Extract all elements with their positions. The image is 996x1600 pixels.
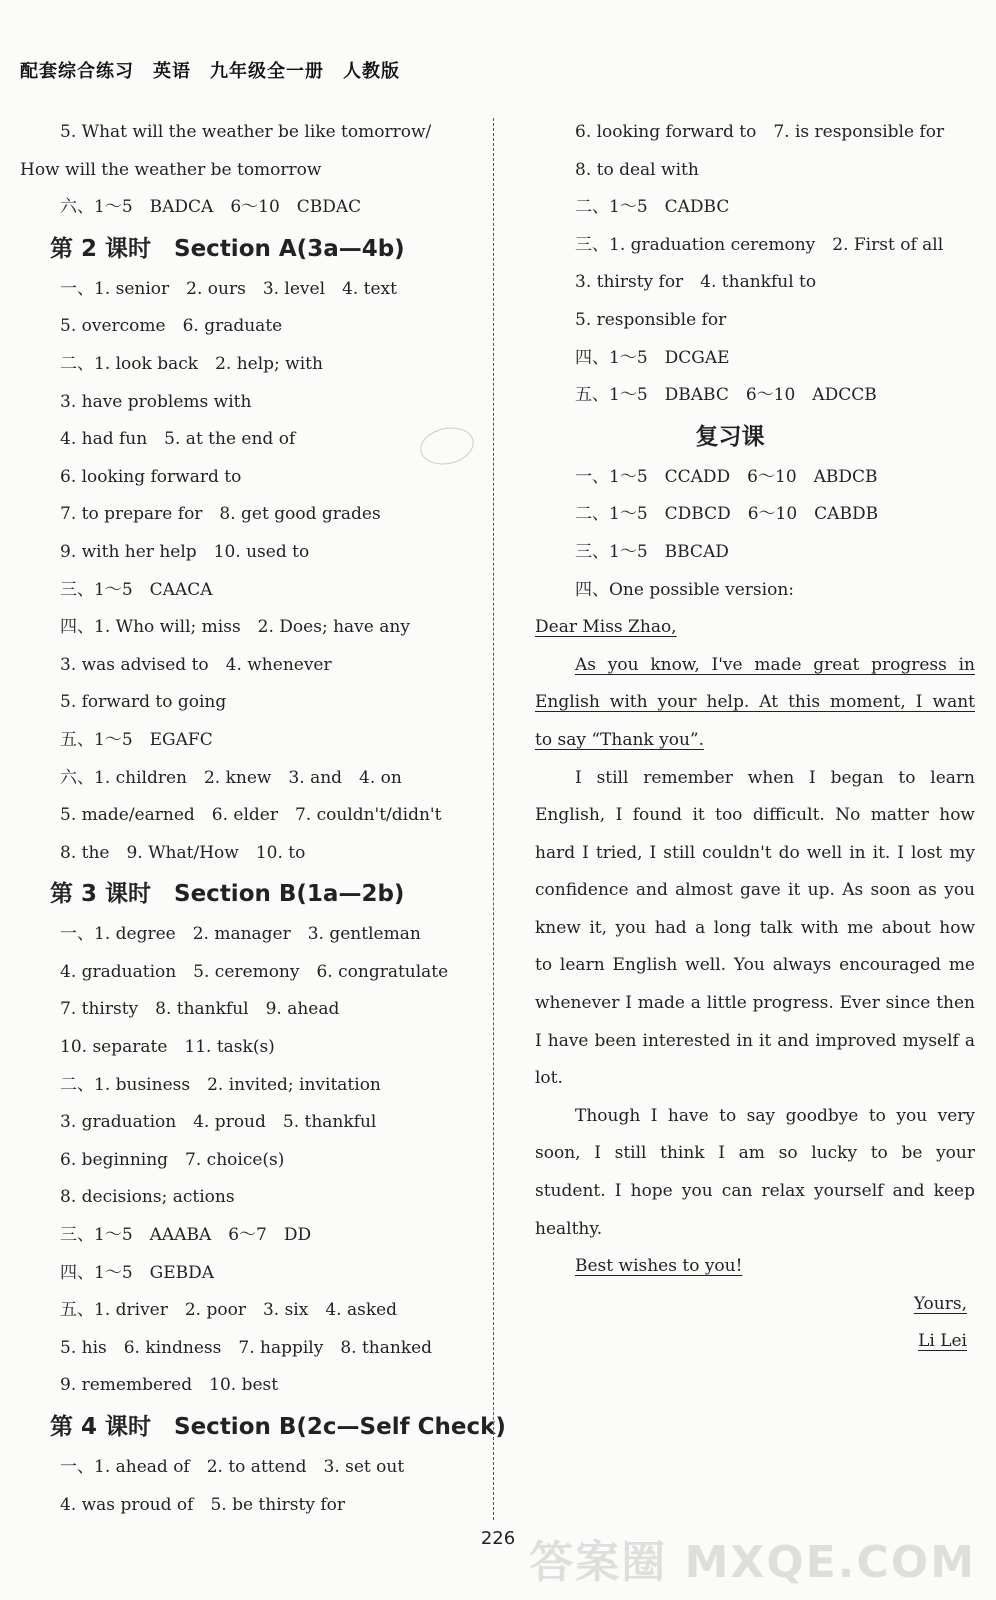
- page-header: 配套综合练习 英语 九年级全一册 人教版: [20, 61, 400, 82]
- answer-line: 5. made/earned 6. elder 7. couldn't/didn't: [60, 805, 442, 826]
- letter-line: [535, 647, 975, 685]
- sample-letter: [535, 609, 975, 1361]
- section-heading: 第 2 课时 Section A(3a—4b): [50, 235, 405, 262]
- section-heading: 第 3 课时 Section B(1a—2b): [50, 881, 405, 908]
- answer-line: 5. overcome 6. graduate: [60, 316, 283, 337]
- answer-line: 4. was proud of 5. be thirsty for: [60, 1494, 345, 1515]
- page-number: 226: [480, 1528, 516, 1549]
- section-heading: 第 4 课时 Section B(2c—Self Check): [50, 1414, 506, 1440]
- answer-line: 二、1. look back 2. help; with: [60, 353, 323, 374]
- answer-line: 四、1～5 GEBDA: [60, 1262, 215, 1283]
- answer-line: 四、1. Who will; miss 2. Does; have any: [60, 617, 410, 638]
- letter-line: Though I have to say goodbye to you very: [575, 1105, 975, 1126]
- letter-closing: Best wishes to you!: [575, 1256, 743, 1277]
- answer-line: 四、One possible version:: [575, 579, 794, 600]
- answer-line: 5. responsible for: [575, 309, 727, 330]
- section-heading: 复习课: [695, 423, 765, 450]
- answer-line: 9. remembered 10. best: [60, 1375, 279, 1396]
- right-column: [535, 114, 975, 1361]
- letter-line: healthy.: [535, 1218, 603, 1239]
- answer-line: 7. thirsty 8. thankful 9. ahead: [60, 999, 340, 1020]
- watermark-logo: 答案圈 MXQE.COM: [529, 1537, 976, 1588]
- answer-line: 3. thirsty for 4. thankful to: [575, 272, 817, 293]
- answer-line: 三、1～5 CAACA: [60, 579, 213, 600]
- letter-paragraph-2: [535, 760, 975, 1098]
- answer-line: 5. his 6. kindness 7. happily 8. thanked: [60, 1337, 433, 1358]
- letter-line: [535, 722, 975, 760]
- answer-line: 五、1. driver 2. poor 3. six 4. asked: [60, 1300, 398, 1321]
- answer-line: 9. with her help 10. used to: [60, 541, 310, 562]
- left-column: [20, 114, 506, 1524]
- answer-line: 6. looking forward to: [60, 466, 242, 487]
- answer-line: 4. graduation 5. ceremony 6. congratulate: [60, 961, 449, 982]
- right-answers: [535, 114, 975, 609]
- letter-line: English, I found it too difficult. No matter how: [535, 805, 975, 826]
- answer-line: 三、1～5 AAABA 6～7 DD: [60, 1225, 312, 1246]
- answer-line: 8. decisions; actions: [60, 1187, 235, 1208]
- letter-line: hard I tried, I still couldn't do well in it. I lost my: [535, 842, 975, 863]
- letter-line: [535, 684, 975, 722]
- letter-line: to learn English well. You always encouraged me: [535, 955, 975, 976]
- letter-line-text: As you know, I've made great progress in: [575, 654, 975, 675]
- answer-line: 五、1～5 EGAFC: [60, 729, 213, 750]
- answer-line: 四、1～5 DCGAE: [575, 347, 730, 368]
- letter-line: I still remember when I began to learn: [575, 767, 975, 788]
- answer-line: 三、1～5 BBCAD: [575, 541, 729, 562]
- answer-line: 二、1. business 2. invited; invitation: [60, 1074, 381, 1095]
- answer-line: 二、1～5 CDBCD 6～10 CABDB: [575, 504, 879, 525]
- column-divider: [493, 118, 494, 1520]
- answer-line: How will the weather be tomorrow: [20, 159, 322, 180]
- answer-line: 8. the 9. What/How 10. to: [60, 842, 306, 863]
- answer-line: 3. was advised to 4. whenever: [60, 654, 332, 675]
- letter-line: whenever I made a little progress. Ever since then: [535, 993, 975, 1014]
- answer-line: 6. beginning 7. choice(s): [60, 1149, 285, 1170]
- answer-line: 3. graduation 4. proud 5. thankful: [60, 1112, 377, 1133]
- letter-line: knew it, you had a long talk with me about how: [535, 917, 975, 938]
- answer-line: 一、1～5 CCADD 6～10 ABDCB: [575, 466, 878, 487]
- answer-line: 三、1. graduation ceremony 2. First of all: [575, 234, 944, 255]
- answer-line: 4. had fun 5. at the end of: [60, 429, 296, 450]
- letter-line: I have been interested in it and improved myself a: [535, 1030, 975, 1051]
- letter-paragraph-1: [535, 647, 975, 760]
- letter-salutation: Dear Miss Zhao,: [535, 617, 677, 638]
- letter-line-text: to say “Thank you”.: [535, 729, 704, 750]
- answer-line: 六、1～5 BADCA 6～10 CBDAC: [60, 197, 362, 218]
- answer-line: 五、1～5 DBABC 6～10 ADCCB: [575, 385, 877, 406]
- letter-line: confidence and almost gave it up. As soon as you: [535, 880, 975, 901]
- answer-line: 二、1～5 CADBC: [575, 197, 730, 218]
- answer-line: 5. forward to going: [60, 692, 227, 713]
- letter-line-text: English with your help. At this moment, I want: [535, 692, 975, 713]
- letter-signature: Li Lei: [918, 1331, 967, 1352]
- answer-line: 六、1. children 2. knew 3. and 4. on: [60, 767, 402, 788]
- answer-line: 一、1. ahead of 2. to attend 3. set out: [60, 1457, 405, 1477]
- answer-line: 7. to prepare for 8. get good grades: [60, 504, 381, 525]
- answer-line: 10. separate 11. task(s): [60, 1037, 275, 1058]
- letter-line: soon, I still think I am so lucky to be your: [535, 1143, 975, 1164]
- letter-line: lot.: [535, 1068, 563, 1089]
- letter-sign-off: Yours,: [913, 1293, 967, 1314]
- answer-line: 8. to deal with: [575, 159, 699, 180]
- answer-line: 一、1. senior 2. ours 3. level 4. text: [60, 278, 397, 299]
- answer-line: 6. looking forward to 7. is responsible for: [575, 122, 945, 142]
- answer-line: 5. What will the weather be like tomorrow/: [60, 122, 432, 142]
- answer-line: 3. have problems with: [60, 391, 252, 412]
- answer-line: 一、1. degree 2. manager 3. gentleman: [60, 924, 421, 945]
- letter-line: student. I hope you can relax yourself and keep: [535, 1181, 975, 1202]
- letter-paragraph-3: [535, 1098, 975, 1248]
